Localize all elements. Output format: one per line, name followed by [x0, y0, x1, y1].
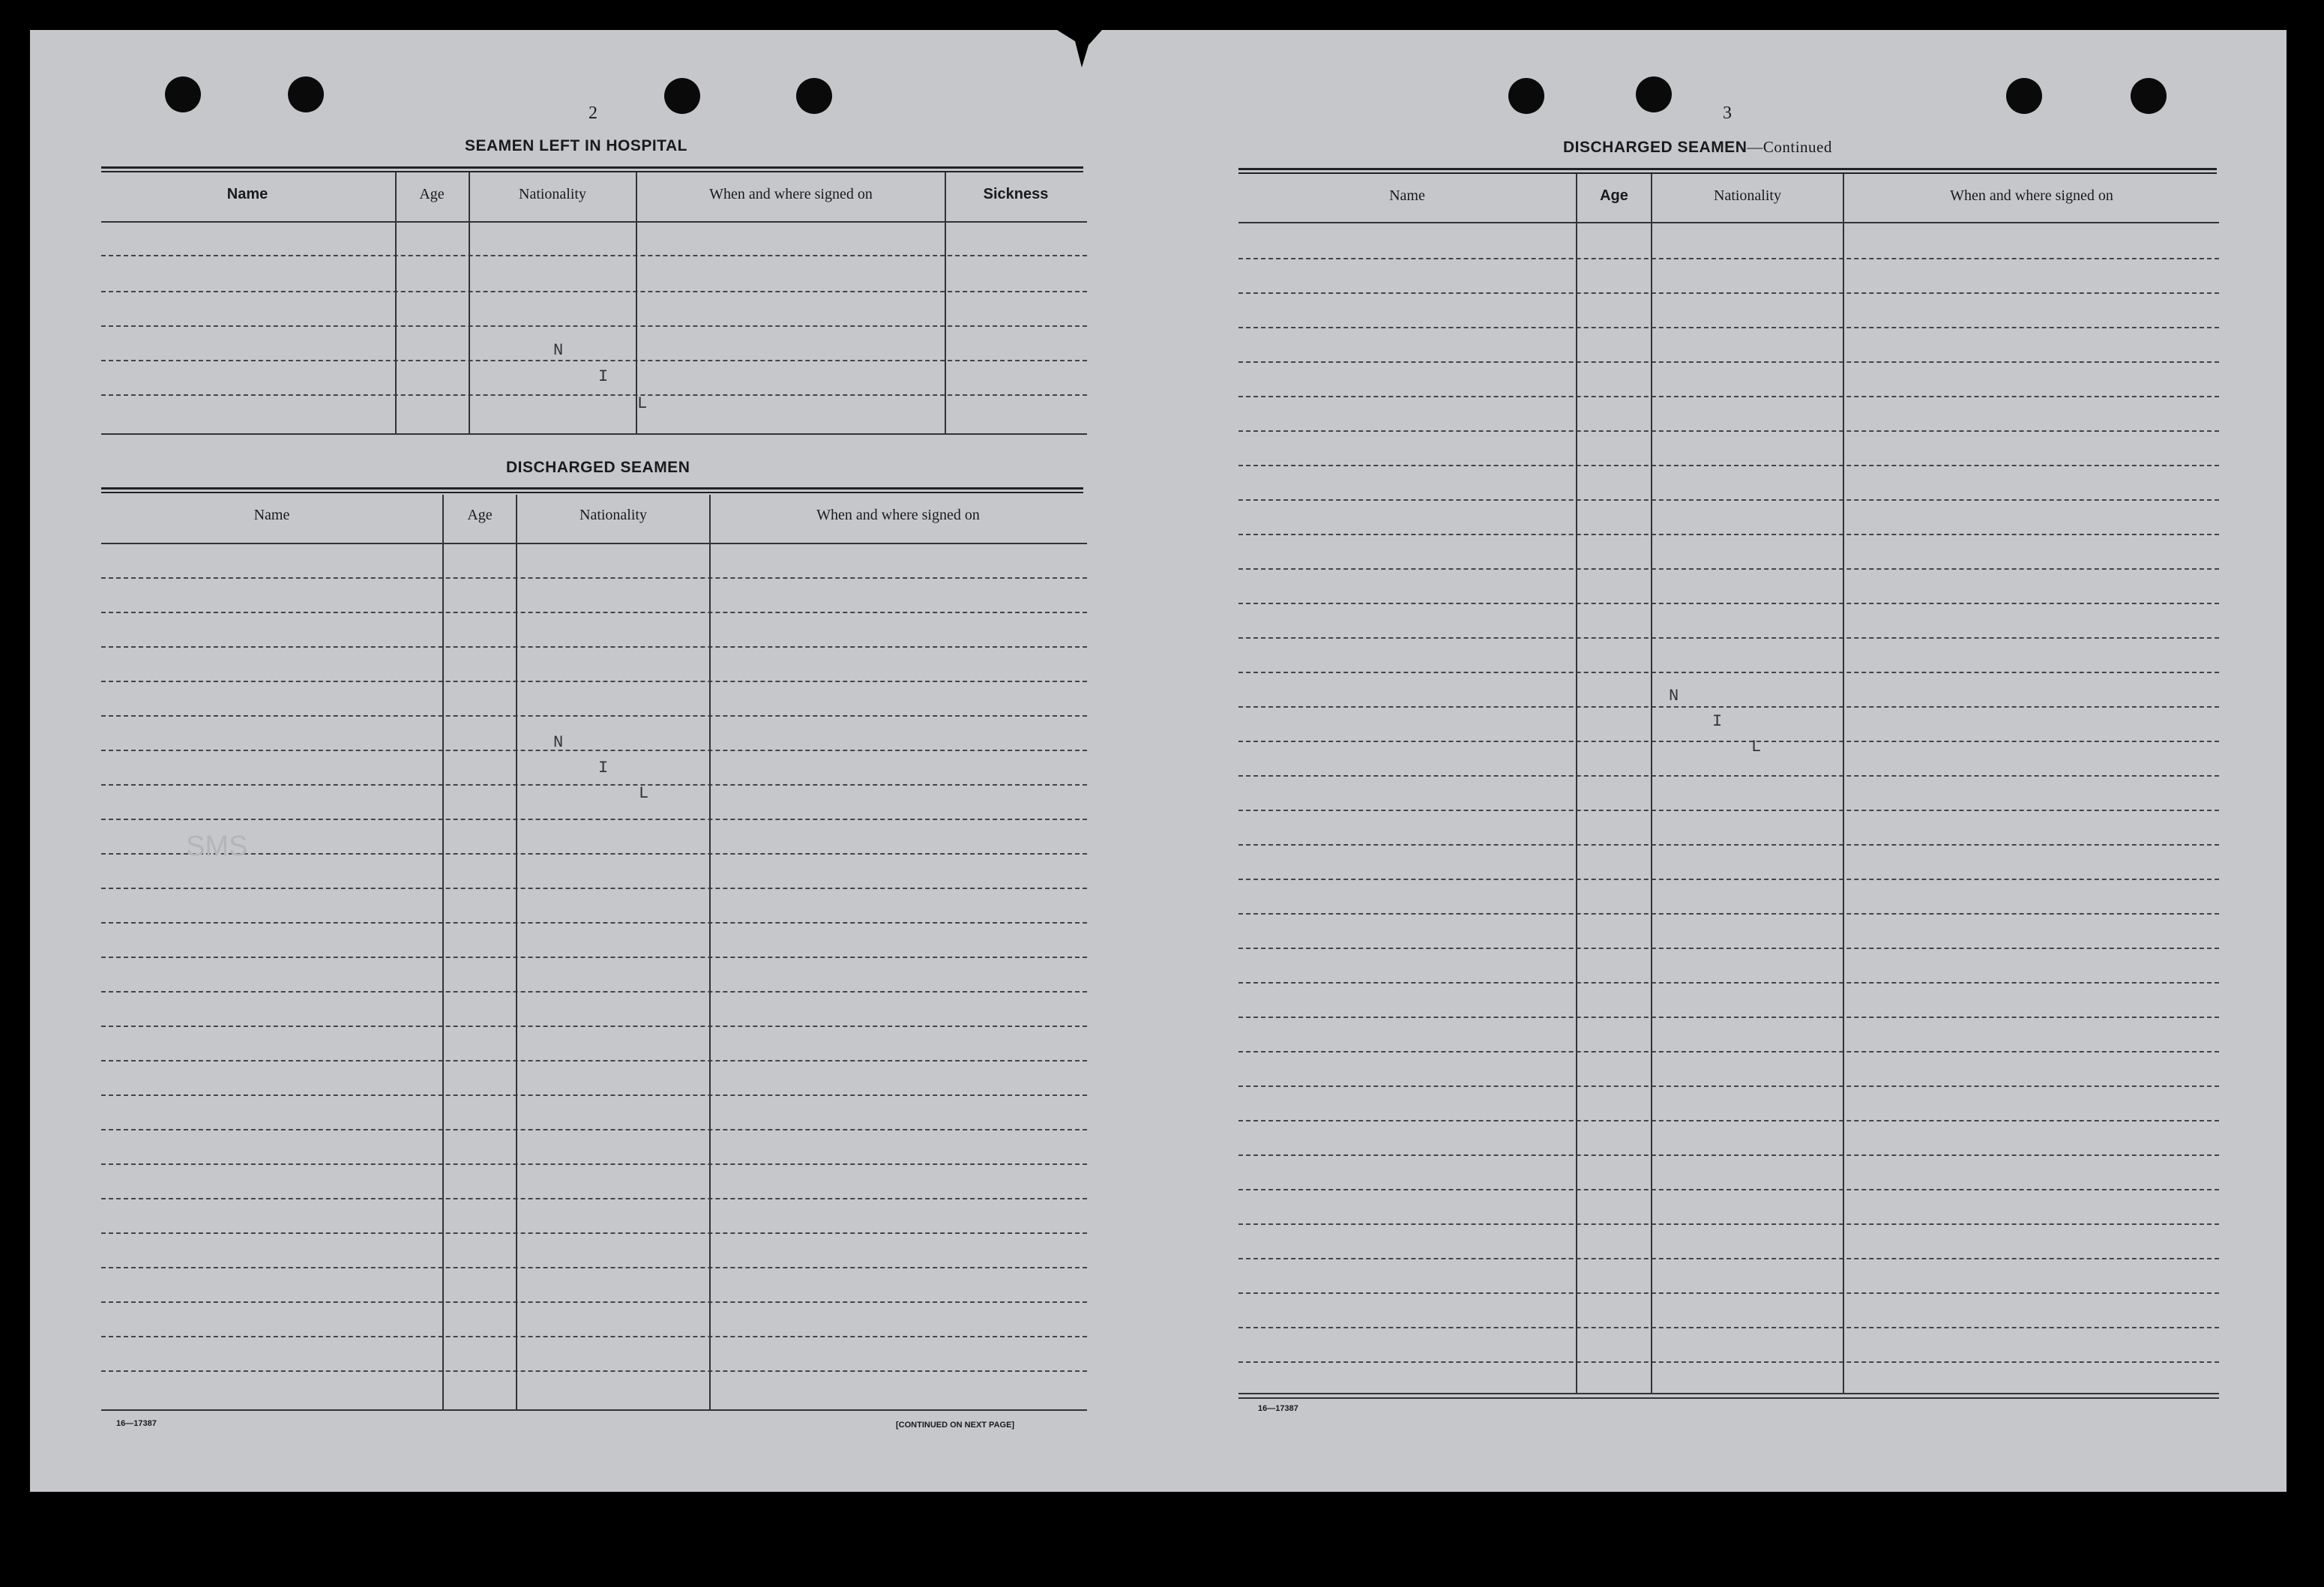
- nil-entry-i: I: [598, 759, 609, 777]
- column-divider: [395, 172, 397, 435]
- form-number-left: 16—17387: [116, 1419, 157, 1428]
- row-line: [101, 1060, 1087, 1061]
- nil-entry-l: L: [637, 394, 648, 413]
- row-line: [1238, 1361, 2219, 1363]
- right-title-main: DISCHARGED SEAMEN: [1563, 139, 1747, 156]
- row-line: [101, 1336, 1087, 1337]
- nil-entry-n: N: [1669, 687, 1679, 705]
- row-line: [101, 1370, 1087, 1372]
- column-divider: [442, 495, 444, 1411]
- row-line: [101, 1026, 1087, 1027]
- punch-hole: [796, 78, 832, 114]
- row-line: [1238, 810, 2219, 811]
- row-line: [101, 1163, 1087, 1165]
- row-line: [1238, 499, 2219, 501]
- row-line: [1238, 1085, 2219, 1087]
- column-divider: [516, 495, 517, 1411]
- column-divider: [469, 172, 470, 435]
- row-line: [1238, 844, 2219, 846]
- row-line: [101, 325, 1087, 327]
- nil-entry-n: N: [553, 733, 564, 752]
- column-header-age: Age: [467, 507, 493, 523]
- column-header-signed-on: When and where signed on: [816, 507, 980, 523]
- column-divider: [709, 495, 711, 1411]
- row-line: [101, 577, 1087, 579]
- row-line: [101, 1301, 1087, 1303]
- row-line: [1238, 1051, 2219, 1053]
- row-line: [1238, 568, 2219, 570]
- column-header-signed-on: When and where signed on: [709, 186, 873, 202]
- document-sheet: [30, 30, 2287, 1492]
- punch-hole: [1636, 76, 1672, 112]
- row-line: [101, 394, 1087, 396]
- row-line: [101, 715, 1087, 717]
- header-rule: [101, 221, 1087, 223]
- table-bottom-rule: [1238, 1393, 2219, 1394]
- title-rule: [1238, 168, 2217, 174]
- row-line: [101, 957, 1087, 958]
- punch-hole: [165, 76, 201, 112]
- hospital-table-title: SEAMEN LEFT IN HOSPITAL: [465, 137, 687, 154]
- row-line: [1238, 1154, 2219, 1156]
- row-line: [101, 1094, 1087, 1096]
- column-header-name: Name: [1389, 187, 1425, 204]
- header-rule: [1238, 222, 2219, 223]
- page-number-left: 2: [588, 103, 597, 123]
- punch-hole: [2006, 78, 2042, 114]
- column-divider: [1651, 174, 1652, 1394]
- discharged-table-title: DISCHARGED SEAMEN: [506, 459, 690, 476]
- column-header-nationality: Nationality: [1714, 187, 1781, 204]
- row-line: [1238, 1189, 2219, 1190]
- row-line: [101, 646, 1087, 648]
- row-line: [101, 681, 1087, 682]
- row-line: [101, 612, 1087, 613]
- row-line: [1238, 396, 2219, 397]
- row-line: [101, 291, 1087, 292]
- row-line: [1238, 1223, 2219, 1225]
- row-line: [1238, 430, 2219, 432]
- punch-hole: [2131, 78, 2167, 114]
- row-line: [101, 750, 1087, 751]
- row-line: [101, 360, 1087, 361]
- row-line: [1238, 1327, 2219, 1328]
- row-line: [101, 255, 1087, 256]
- column-header-name: Name: [226, 186, 268, 202]
- punch-hole: [1508, 78, 1544, 114]
- row-line: [1238, 637, 2219, 639]
- column-divider: [1576, 174, 1577, 1394]
- row-line: [101, 991, 1087, 993]
- row-line: [1238, 672, 2219, 673]
- row-line: [1238, 603, 2219, 604]
- row-line: [101, 922, 1087, 924]
- row-line: [1238, 465, 2219, 466]
- row-line: [1238, 1258, 2219, 1259]
- punch-hole: [288, 76, 324, 112]
- nil-entry-i: I: [598, 367, 609, 386]
- column-header-age: Age: [419, 186, 445, 202]
- right-title-suffix: —Continued: [1747, 138, 1832, 156]
- row-line: [1238, 948, 2219, 949]
- row-line: [101, 1198, 1087, 1199]
- continued-note: [CONTINUED ON NEXT PAGE]: [896, 1421, 1015, 1430]
- column-divider: [1843, 174, 1844, 1394]
- column-header-age: Age: [1600, 187, 1628, 204]
- row-line: [1238, 775, 2219, 777]
- nil-entry-i: I: [1712, 712, 1723, 731]
- row-line: [1238, 1017, 2219, 1018]
- row-line: [1238, 982, 2219, 984]
- column-header-name: Name: [253, 507, 290, 523]
- header-rule: [101, 543, 1087, 544]
- form-number-right: 16—17387: [1258, 1404, 1298, 1413]
- faint-stamp: SMS: [186, 831, 248, 862]
- row-line: [1238, 292, 2219, 294]
- row-line: [1238, 706, 2219, 708]
- row-line: [101, 1232, 1087, 1234]
- row-line: [101, 1129, 1087, 1130]
- nil-entry-l: L: [639, 784, 649, 803]
- row-line: [1238, 327, 2219, 328]
- punch-hole: [664, 78, 700, 114]
- column-header-nationality: Nationality: [519, 186, 586, 202]
- page-number-right: 3: [1723, 103, 1732, 123]
- row-line: [1238, 534, 2219, 535]
- column-header-nationality: Nationality: [580, 507, 647, 523]
- row-line: [101, 819, 1087, 820]
- row-line: [101, 853, 1087, 855]
- row-line: [101, 1267, 1087, 1268]
- row-line: [1238, 741, 2219, 742]
- column-header-sickness: Sickness: [983, 186, 1049, 202]
- right-table-title: [1563, 138, 1832, 157]
- nil-entry-n: N: [553, 341, 564, 360]
- column-divider: [945, 172, 946, 435]
- row-line: [1238, 879, 2219, 880]
- row-line: [1238, 913, 2219, 915]
- table-bottom-rule: [101, 1409, 1087, 1411]
- row-line: [101, 888, 1087, 889]
- table-bottom-rule: [1238, 1397, 2219, 1399]
- row-line: [1238, 1120, 2219, 1121]
- nil-entry-l: L: [1751, 738, 1762, 756]
- row-line: [1238, 1292, 2219, 1294]
- row-line: [101, 784, 1087, 786]
- title-rule: [101, 487, 1083, 493]
- table-bottom-rule: [101, 433, 1087, 435]
- title-rule: [101, 166, 1083, 172]
- row-line: [1238, 361, 2219, 363]
- column-header-signed-on: When and where signed on: [1950, 187, 2113, 204]
- row-line: [1238, 258, 2219, 259]
